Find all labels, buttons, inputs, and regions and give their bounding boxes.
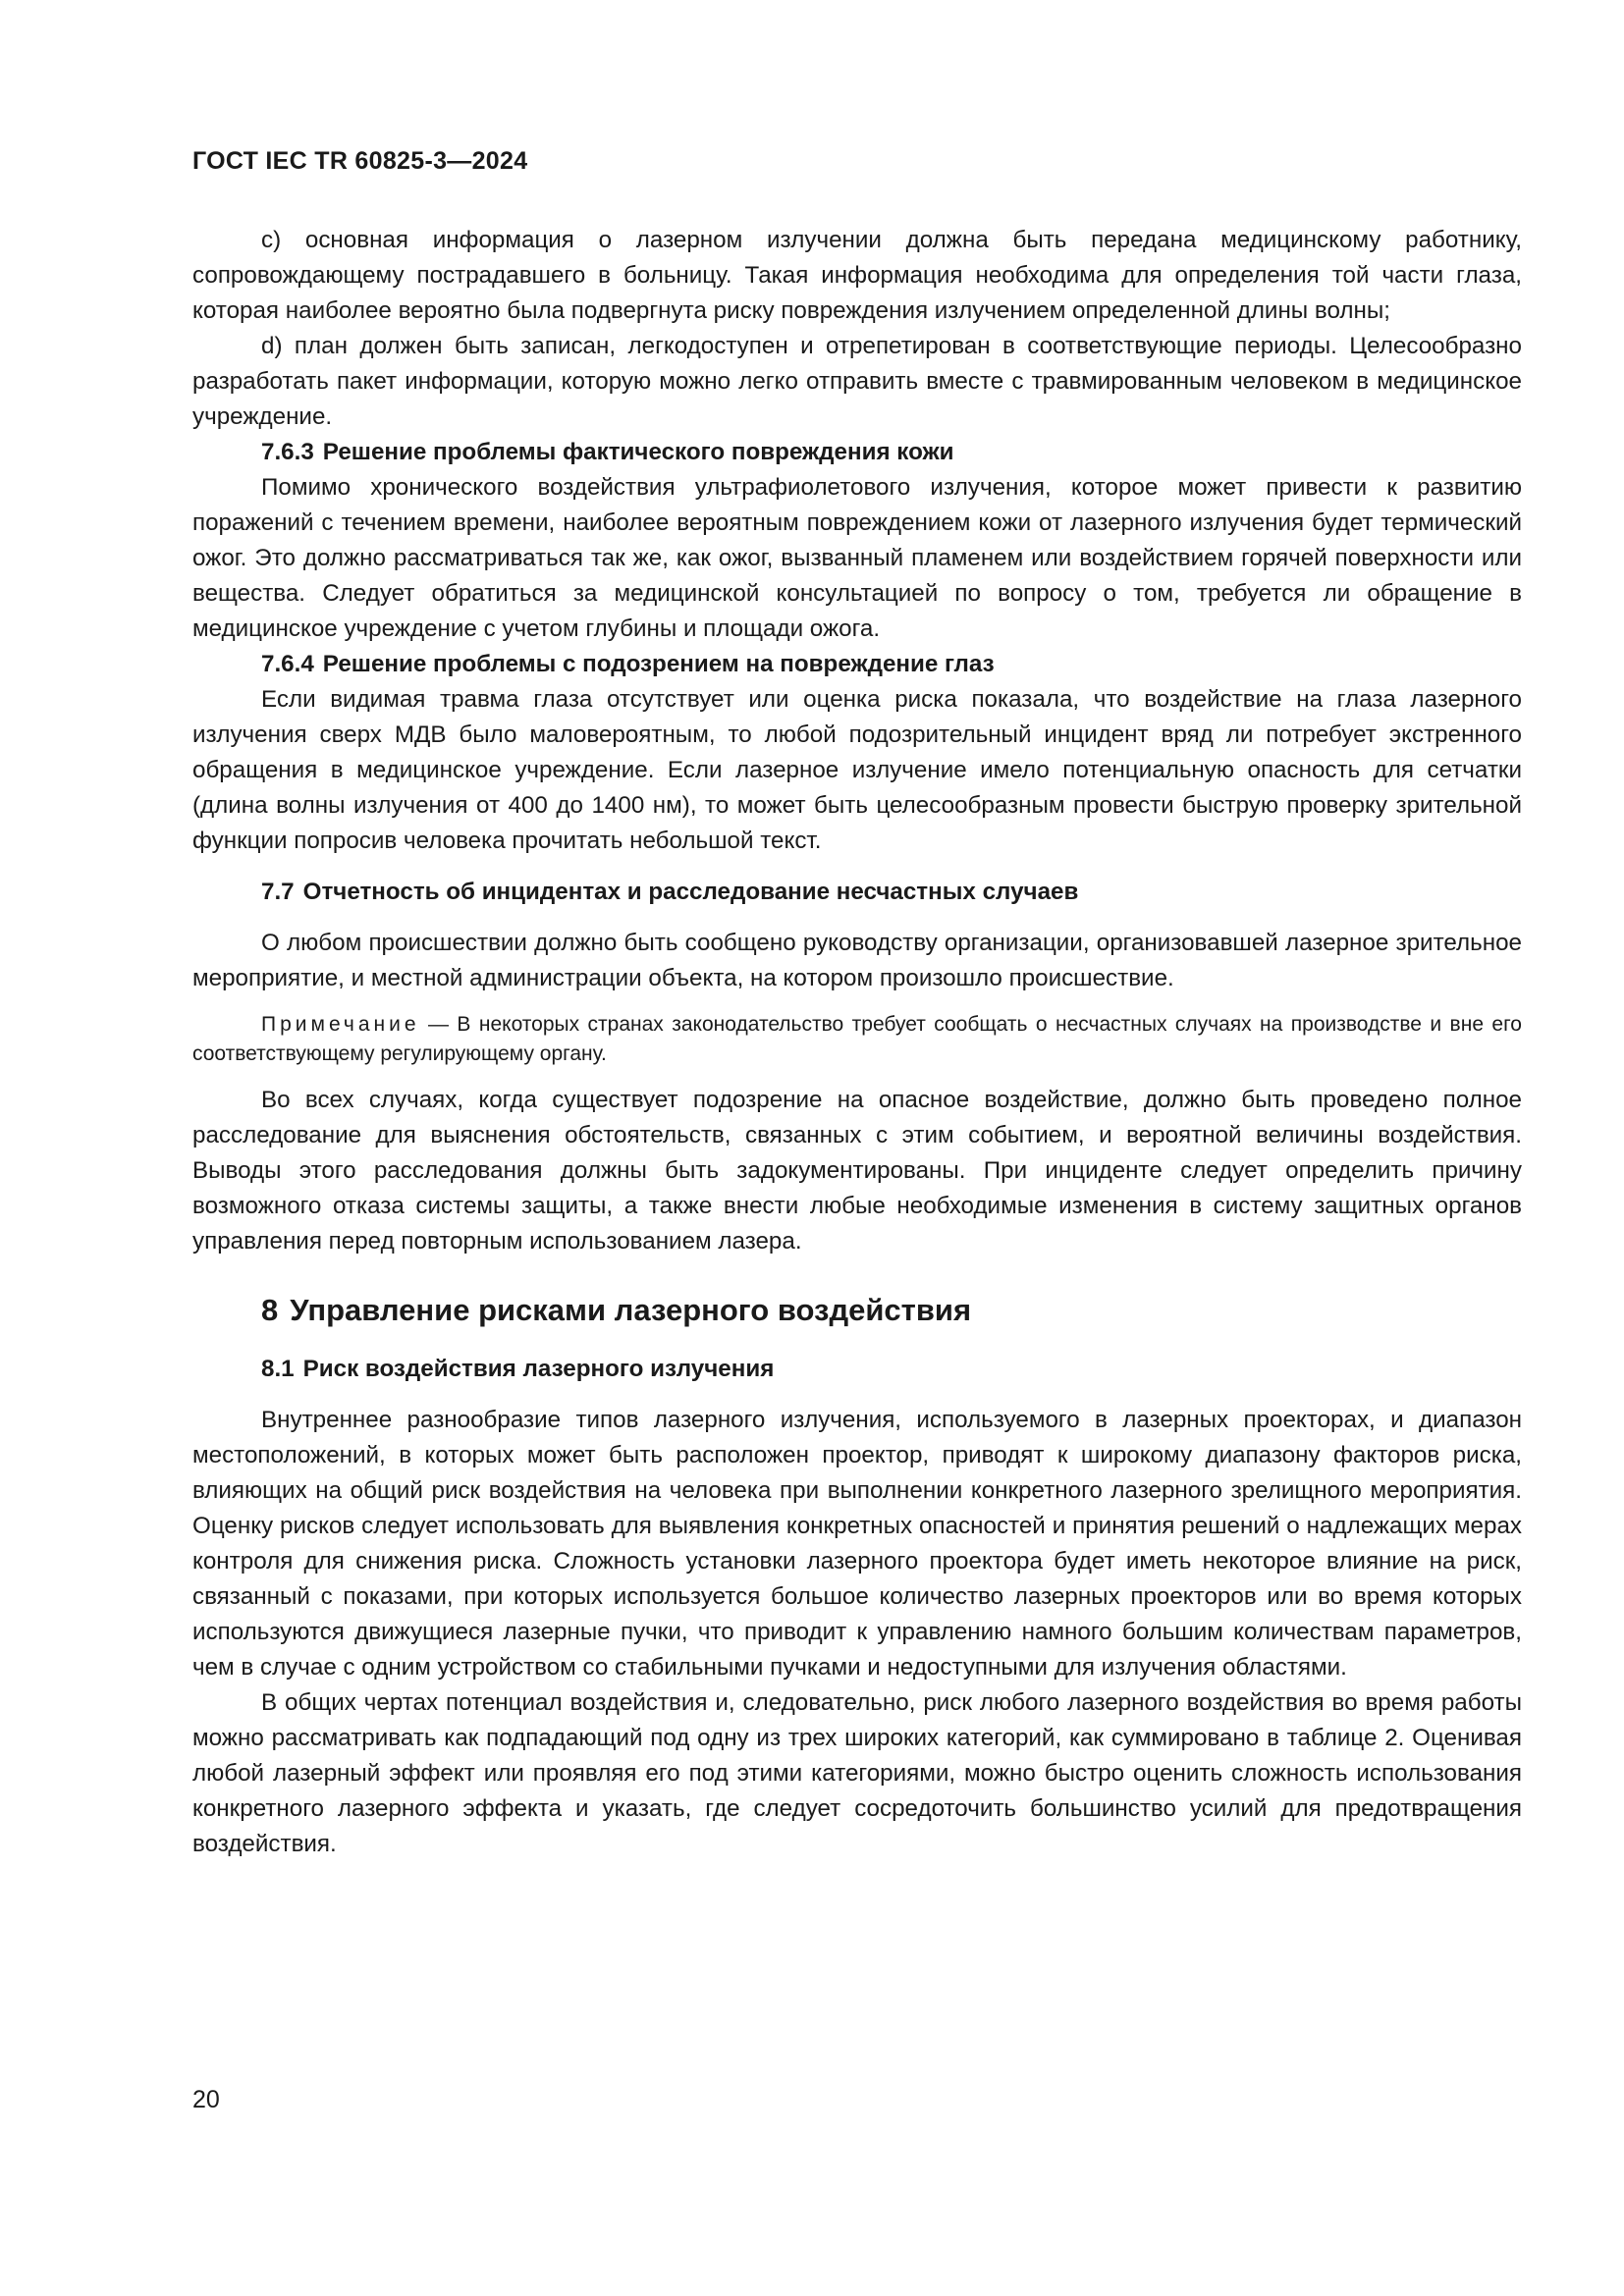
paragraph-7-6-4: Если видимая травма глаза отсутствует или оценка риска показала, что воздействие на глаза лазерного излучения сверх МДВ было маловероятным, то любой подозрительный инцидент вряд ли потребует экстренного обращения в медицинское учреждение. Если лазерное излучение имело потенциальную опасность для сетчатки (длина волны излучения от 400 до 1400 нм), то может быть целесообразным провести быструю проверку зрительной функции попросив человека прочитать небольшой текст. — [192, 686, 1522, 854]
paragraph-8-1-b: В общих чертах потенциал воздействия и, следовательно, риск любого лазерного воздействия во время работы можно рассматривать как подпадающий под одну из трех широких категорий, как суммировано в таблице 2. Оценивая любой лазерный эффект или проявляя его под этими категориями, можно быстро оценить сложность использования конкретного лазерного эффекта и указать, где следует сосредоточить большинство усилий для предотвращения воздействия. — [192, 1689, 1522, 1857]
list-item-c: c) основная информация о лазерном излучении должна быть передана медицинскому работнику, сопровождающему пострадавшего в больницу. Такая информация необходима для определения той части глаза, которая наиболее вероятно была подвергнута риску повреждения излучением определенной длины волны; — [192, 227, 1522, 324]
document-header: ГОСТ IEC TR 60825-3—2024 — [192, 147, 528, 175]
section-title: Риск воздействия лазерного излучения — [302, 1356, 775, 1382]
section-heading-8-1 — [192, 1352, 1522, 1387]
section-heading-7-7 — [192, 875, 1522, 910]
section-heading-7-6-4 — [192, 647, 1522, 682]
section-title: Решение проблемы с подозрением на повреждение глаз — [322, 651, 995, 677]
section-number: 7.6.3 — [261, 439, 314, 465]
note — [192, 1010, 1522, 1069]
paragraph-7-7-a: О любом происшествии должно быть сообщено руководству организации, организовавшей лазерное зрительное мероприятие, и местной администрации объекта, на котором произошло происшествие. — [192, 930, 1522, 991]
section-title: Отчетность об инцидентах и расследование несчастных случаев — [302, 879, 1079, 905]
document-body — [192, 223, 1522, 1862]
page-number: 20 — [192, 2086, 220, 2113]
section-heading-8 — [192, 1291, 1522, 1330]
section-number: 7.6.4 — [261, 651, 314, 677]
section-number: 8.1 — [261, 1356, 295, 1382]
section-heading-7-6-3 — [192, 435, 1522, 470]
paragraph-8-1-a: Внутреннее разнообразие типов лазерного излучения, используемого в лазерных проекторах, и диапазон местоположений, в которых может быть расположен проектор, приводят к широкому диапазону факторов риска, влияющих на общий риск воздействия на человека при выполнении конкретного лазерного зрелищного мероприятия. Оценку рисков следует использовать для выявления конкретных опасностей и принятия решений о надлежащих мерах контроля для снижения риска. Сложность установки лазерного проектора будет иметь некоторое влияние на риск, связанный с показами, при которых используется большое количество лазерных проекторов или во время которых используются движущиеся лазерные пучки, что приводит к управлению намного большим количествам параметров, чем в случае с одним устройством со стабильными пучками и недоступными для излучения областями. — [192, 1407, 1522, 1681]
paragraph-7-6-3: Помимо хронического воздействия ультрафиолетового излучения, которое может привести к развитию поражений с течением времени, наиболее вероятным повреждением кожи от лазерного излучения будет термический ожог. Это должно рассматриваться так же, как ожог, вызванный пламенем или воздействием горячей поверхности или вещества. Следует обратиться за медицинской консультацией по вопросу о том, требуется ли обращение в медицинское учреждение с учетом глубины и площади ожога. — [192, 474, 1522, 642]
section-number: 8 — [261, 1293, 279, 1327]
note-text: — В некоторых странах законодательство требует сообщать о несчастных случаях на производстве и вне его соответствующему регулирующему органу. — [192, 1013, 1522, 1065]
list-item-d: d) план должен быть записан, легкодоступен и отрепетирован в соответствующие периоды. Целесообразно разработать пакет информации, которую можно легко отправить вместе с травмированным человеком в медицинское учреждение. — [192, 333, 1522, 430]
note-label: Примечание — [261, 1013, 420, 1036]
section-title: Управление рисками лазерного воздействия — [290, 1293, 972, 1327]
paragraph-7-7-b: Во всех случаях, когда существует подозрение на опасное воздействие, должно быть проведено полное расследование для выяснения обстоятельств, связанных с этим событием, и вероятной величины воздействия. Выводы этого расследования должны быть задокументированы. При инциденте следует определить причину возможного отказа системы защиты, а также внести любые необходимые изменения в систему защитных органов управления перед повторным использованием лазера. — [192, 1087, 1522, 1255]
section-number: 7.7 — [261, 879, 295, 905]
section-title: Решение проблемы фактического повреждения кожи — [322, 439, 954, 465]
